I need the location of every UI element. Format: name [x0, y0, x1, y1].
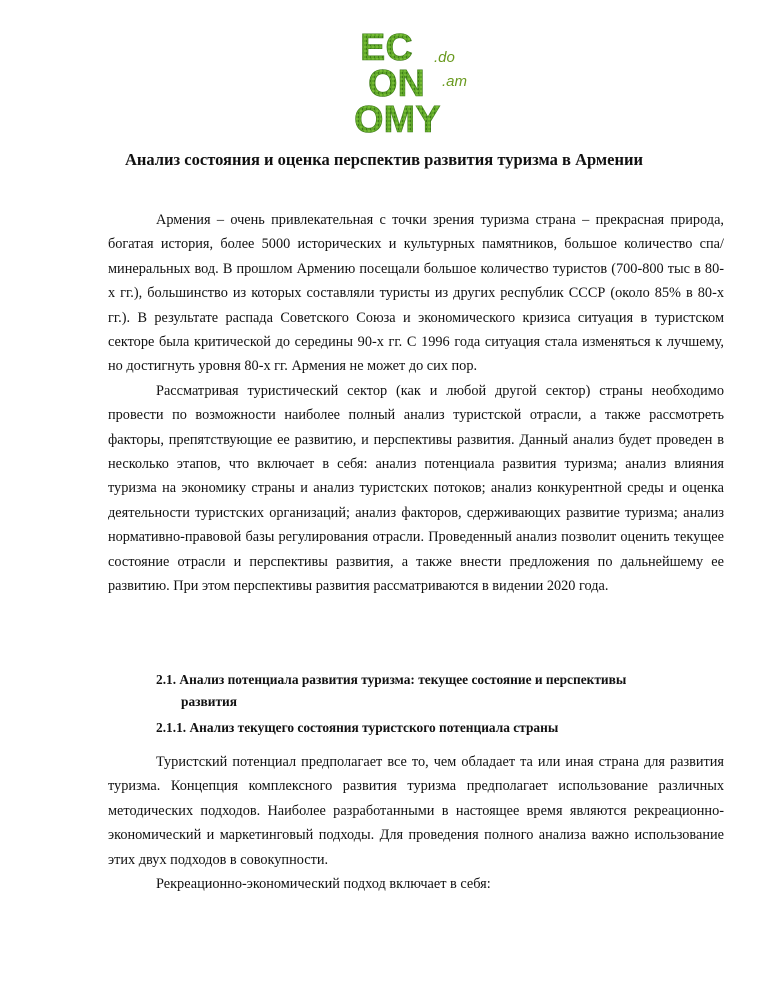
economy-logo	[352, 22, 482, 138]
document-title: Анализ состояния и оценка перспектив развития туризма в Армении	[124, 150, 644, 169]
logo-letters-on: ON	[368, 63, 425, 105]
section-paragraph-2: Рекреационно-экономический подход включает в себя:	[156, 876, 491, 893]
logo-letters-ec: EC	[360, 27, 413, 69]
section-heading-continuation: развития	[181, 694, 238, 709]
section-heading: 2.1. Анализ потенциала развития туризма: текущее состояние и перспективы	[156, 672, 627, 687]
intro-paragraph-2: Рассматривая туристический сектор (как и любой другой сектор) страны необходимо провести по возможности наиболее полный анализ туристской отрасли, а также рассмотреть факторы, препятствующие ее развитию, и перспективы развития. Данный анализ будет проведен в несколько этапов, что включает в себя: анализ потенциала развития туризма; анализ влияния туризма на экономику страны и анализ туристских потоков; анализ конкурентной среды и оценка деятельности туристских организаций; анализ факторов, сдерживающих развитие туризма; анализ нормативно-правовой базы регулирования отрасли. Проведенный анализ позволит оценить текущее состояние отрасли и перспективы развития, а также внести предложения по дальнейшему ее развитию. При этом перспективы развития рассматриваются в видении 2020 года.	[108, 382, 724, 595]
section-paragraph-1: Туристский потенциал предполагает все то, чем обладает та или иная страна для развития туризма. Концепция комплексного развития туризма предполагает использование различных методических подходов. Наиболее разработанными в настоящее время являются рекреационно-экономический и маркетинговый подходы. Для проведения полного анализа важно использование этих двух подходов в совокупности.	[108, 754, 724, 868]
section-body	[108, 750, 724, 896]
logo-suffix-am: .am	[442, 73, 468, 90]
economy-logo-graphic	[352, 22, 482, 138]
logo-letters-omy: OMY	[354, 99, 441, 138]
subsection-heading: 2.1.1. Анализ текущего состояния туристского потенциала страны	[156, 720, 559, 735]
logo-suffix-do: .do	[434, 49, 455, 66]
intro-paragraph-1: Армения – очень привлекательная с точки зрения туризма страна – прекрасная природа, богатая история, более 5000 исторических и культурных памятников, большое количество спа/минеральных вод. В прошлом Армению посещали большое количество туристов (700-800 тыс в 80-х гг.), большинство из которых составляли туристы из других республик СССР (около 85% в 80-х гг.). В результате распада Советского Союза и экономического кризиса ситуация в туристском секторе была критической до середины 90-х гг. С 1996 года ситуация стала изменяться к лучшему, но достигнуть уровня 80-х гг. Армения не может до сих пор.	[108, 212, 724, 375]
intro-section	[108, 208, 724, 599]
